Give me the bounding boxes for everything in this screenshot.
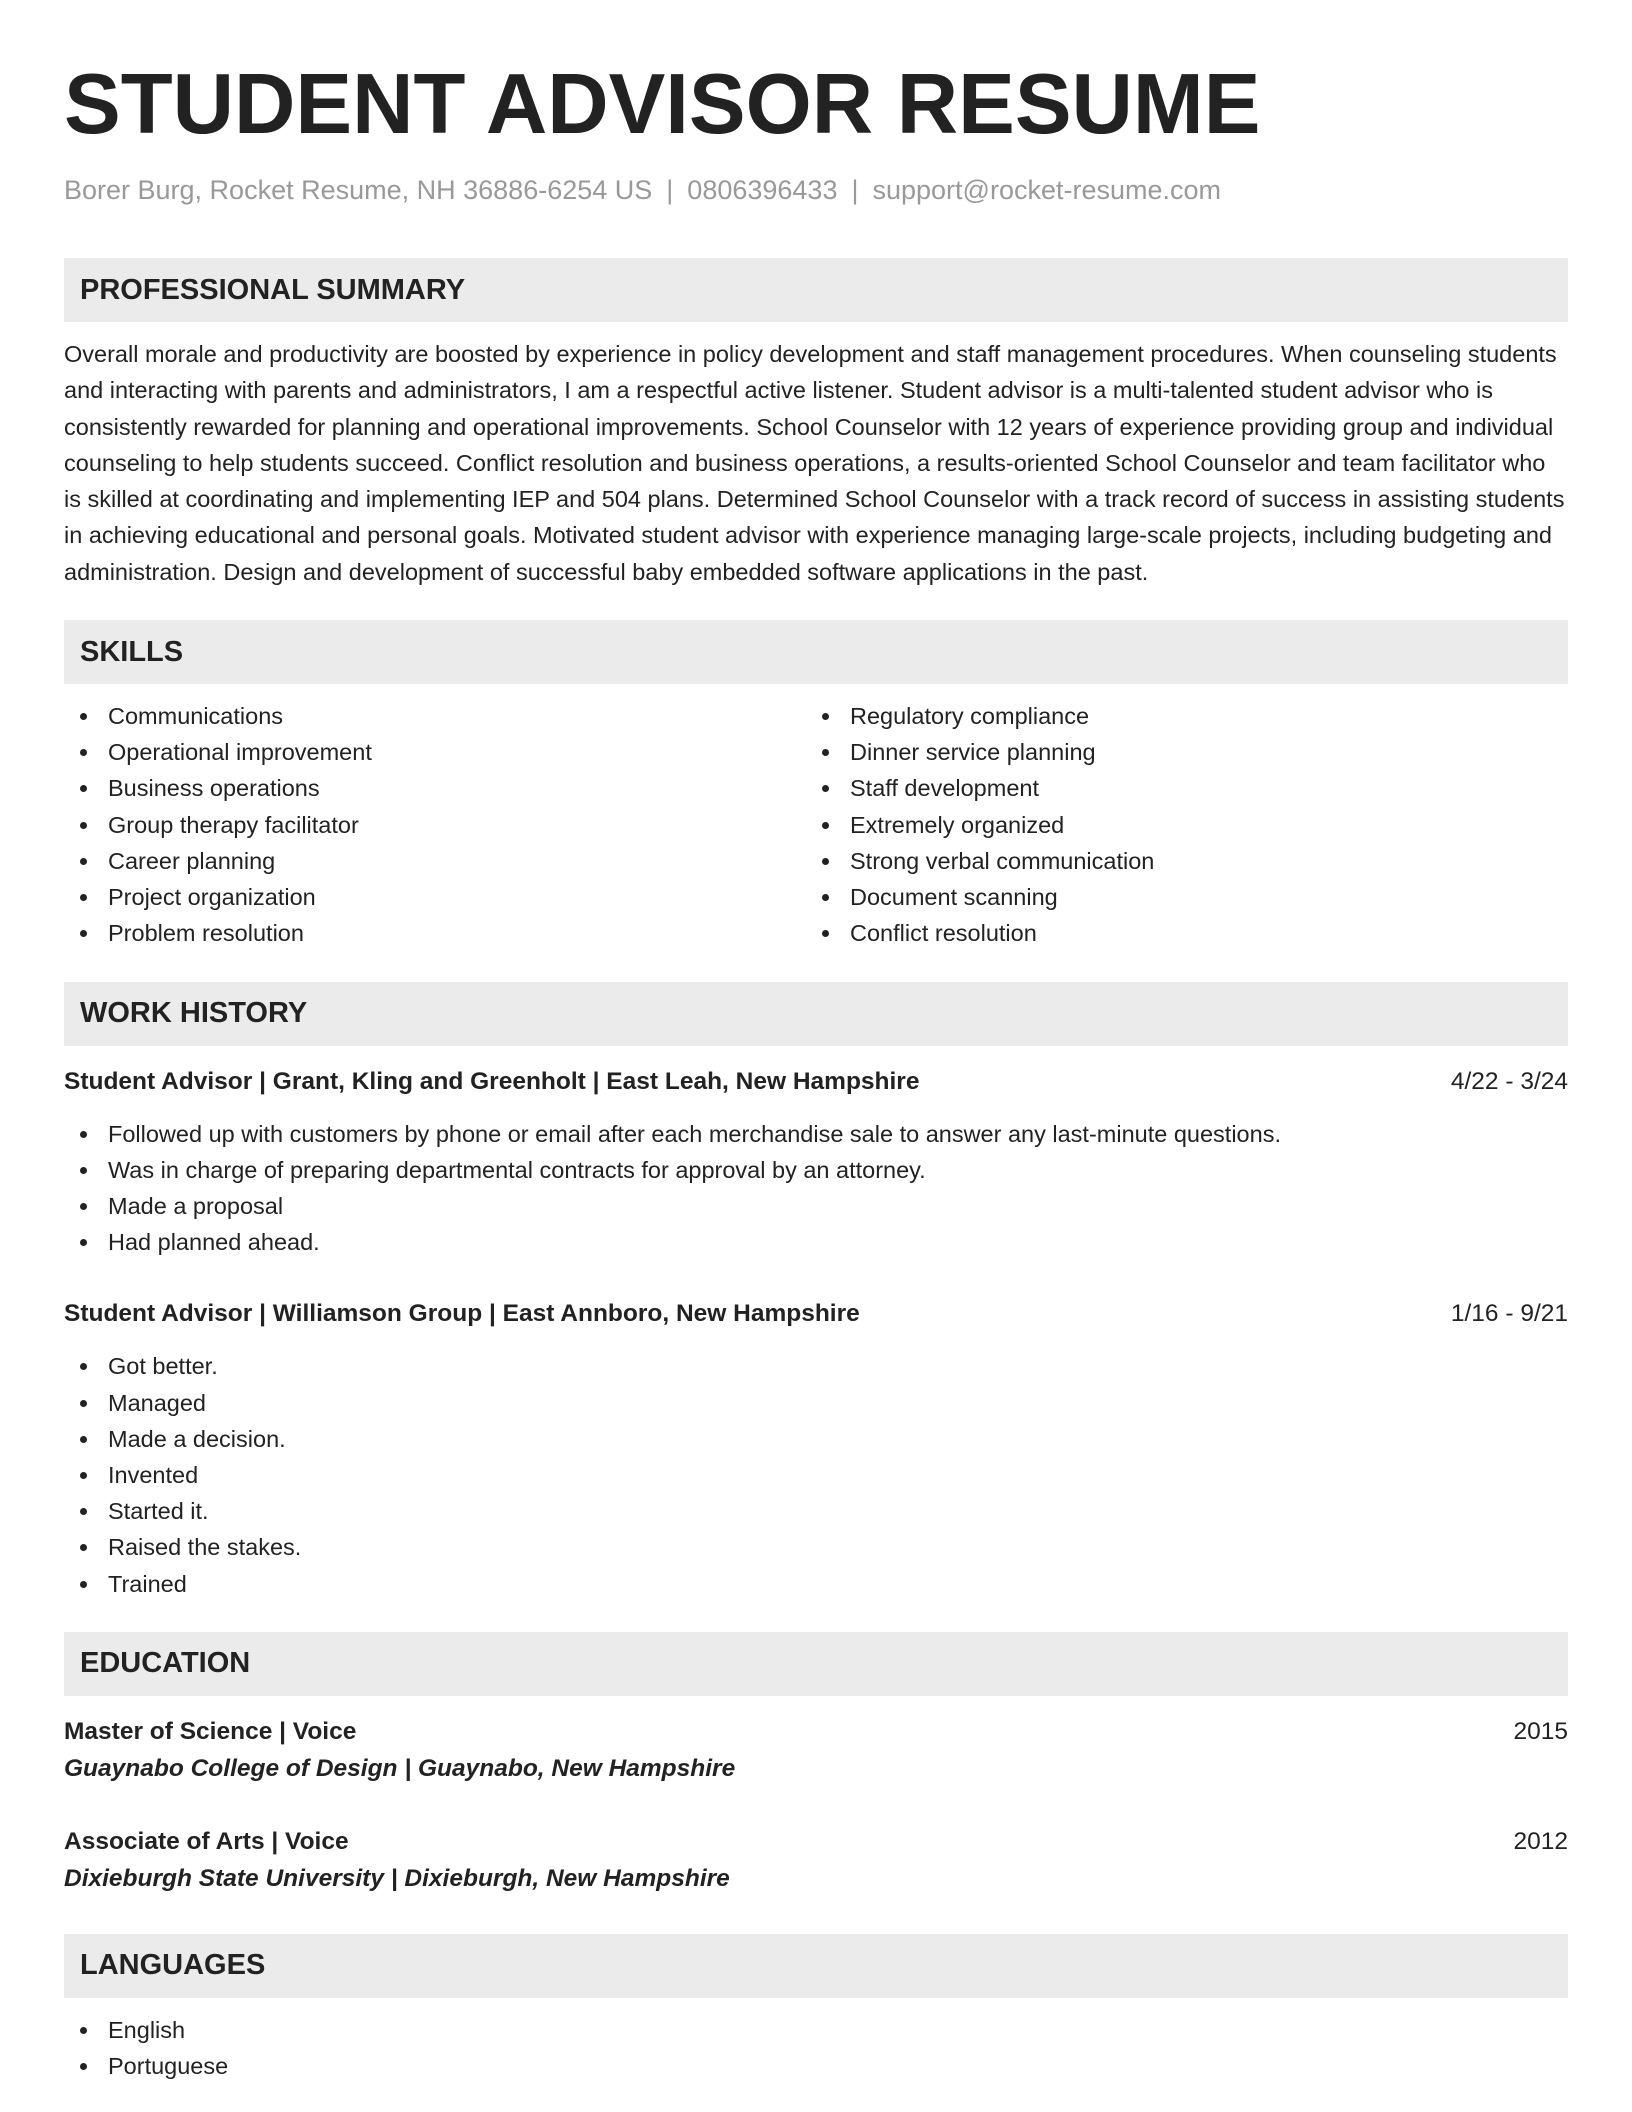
contact-line — [64, 172, 1568, 208]
skill-item: Regulatory compliance — [806, 698, 1548, 734]
section-header-languages: LANGUAGES — [64, 1934, 1568, 1998]
languages-list — [64, 2012, 1568, 2084]
job-bullet: Made a decision. — [64, 1421, 1568, 1457]
job-bullet: Started it. — [64, 1493, 1568, 1529]
section-header-education: EDUCATION — [64, 1632, 1568, 1696]
skills-list-right — [806, 698, 1548, 951]
job-bullet: Had planned ahead. — [64, 1224, 1568, 1260]
skill-item: Career planning — [64, 843, 806, 879]
job-bullet: Raised the stakes. — [64, 1529, 1568, 1565]
section-header-work-history: WORK HISTORY — [64, 982, 1568, 1046]
education-header — [64, 1824, 1568, 1860]
education-header — [64, 1714, 1568, 1750]
education-degree: Master of Science | Voice — [64, 1717, 357, 1745]
job-title: Student Advisor | Williamson Group | East Annboro, New Hampshire — [64, 1300, 860, 1328]
job-entry — [64, 1064, 1568, 1261]
job-bullet: Trained — [64, 1566, 1568, 1602]
skills-columns — [64, 698, 1568, 951]
skill-item: Communications — [64, 698, 806, 734]
skill-item: Dinner service planning — [806, 734, 1548, 770]
job-bullet: Managed — [64, 1385, 1568, 1421]
education-year: 2012 — [1513, 1827, 1568, 1855]
job-dates: 1/16 - 9/21 — [1450, 1300, 1568, 1328]
skill-item: Group therapy facilitator — [64, 807, 806, 843]
job-header — [64, 1064, 1568, 1100]
skill-item: Extremely organized — [806, 807, 1548, 843]
job-bullet: Followed up with customers by phone or email after each merchandise sale to answer any last-minute questions. — [64, 1116, 1568, 1152]
contact-separator: | — [851, 175, 859, 205]
resume-title: STUDENT ADVISOR RESUME — [64, 57, 1261, 152]
job-bullet: Made a proposal — [64, 1188, 1568, 1224]
job-header — [64, 1296, 1568, 1332]
education-entry — [64, 1714, 1568, 1788]
skill-item: Strong verbal communication — [806, 843, 1548, 879]
job-bullet: Invented — [64, 1457, 1568, 1493]
job-bullet: Got better. — [64, 1348, 1568, 1384]
job-bullets — [64, 1116, 1568, 1261]
job-bullets — [64, 1348, 1568, 1601]
contact-email: support@rocket-resume.com — [872, 175, 1222, 205]
skill-item: Conflict resolution — [806, 915, 1548, 951]
education-entry — [64, 1824, 1568, 1898]
job-title: Student Advisor | Grant, Kling and Greenholt | East Leah, New Hampshire — [64, 1067, 920, 1095]
contact-separator: | — [666, 175, 674, 205]
job-dates: 4/22 - 3/24 — [1450, 1067, 1568, 1095]
education-school: Dixieburgh State University | Dixieburgh, New Hampshire — [64, 1864, 730, 1892]
language-item: Portuguese — [64, 2048, 1568, 2084]
summary-text: Overall morale and productivity are boosted by experience in policy development and staff management procedures. When counseling students and interacting with parents and administrators, I am a respectful active listener. Student advisor is a multi-talented student advisor who is consistently rewarded for planning and operational improvements. School Counselor with 12 years of experience providing group and individual counseling to help students succeed. Conflict resolution and business operations, a results-oriented School Counselor and team facilitator who is skilled at coordinating and implementing IEP and 504 plans. Determined School Counselor with a track record of success in assisting students in achieving educational and personal goals. Motivated student advisor with experience managing large-scale projects, including budgeting and administration. Design and development of successful baby embedded software applications in the past. — [64, 341, 1565, 585]
skill-item: Problem resolution — [64, 915, 806, 951]
job-entry — [64, 1296, 1568, 1601]
education-school: Guaynabo College of Design | Guaynabo, New Hampshire — [64, 1754, 736, 1782]
skill-item: Document scanning — [806, 879, 1548, 915]
skills-list-left — [64, 698, 806, 951]
education-degree: Associate of Arts | Voice — [64, 1827, 349, 1855]
contact-address: Borer Burg, Rocket Resume, NH 36886-6254 US — [64, 175, 653, 205]
section-header-summary: PROFESSIONAL SUMMARY — [64, 258, 1568, 322]
skill-item: Business operations — [64, 770, 806, 806]
skill-item: Staff development — [806, 770, 1548, 806]
section-header-skills: SKILLS — [64, 620, 1568, 684]
skill-item: Project organization — [64, 879, 806, 915]
education-year: 2015 — [1513, 1717, 1568, 1745]
job-bullet: Was in charge of preparing departmental contracts for approval by an attorney. — [64, 1152, 1568, 1188]
skill-item: Operational improvement — [64, 734, 806, 770]
contact-phone: 0806396433 — [687, 175, 838, 205]
language-item: English — [64, 2012, 1568, 2048]
